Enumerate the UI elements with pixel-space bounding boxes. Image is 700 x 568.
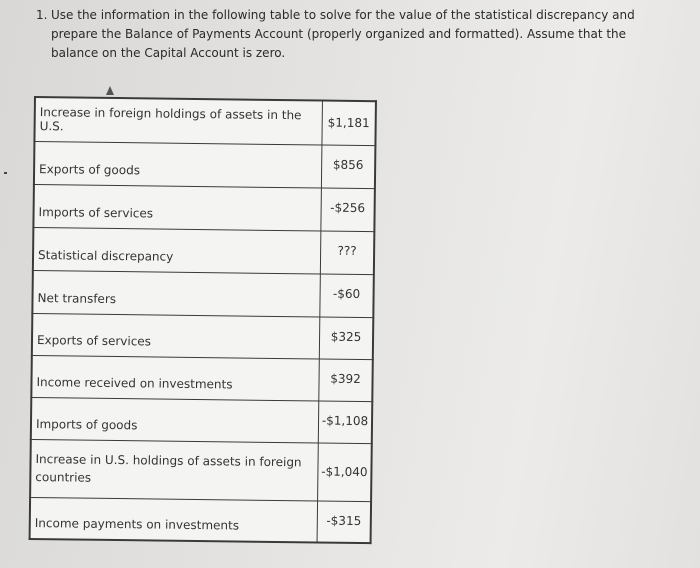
- row-value: -$60: [320, 274, 374, 318]
- speck-mark: [4, 172, 7, 174]
- row-label: Imports of services: [33, 184, 321, 231]
- table-row: [30, 497, 371, 543]
- table-row: [34, 141, 375, 188]
- table-row: [32, 313, 373, 359]
- table-row: [33, 227, 374, 274]
- question-number: 1.: [36, 8, 48, 22]
- question-prompt: [36, 6, 676, 63]
- table-row: [31, 397, 372, 443]
- row-label: Exports of services: [32, 313, 320, 359]
- data-table-container: [29, 96, 377, 544]
- row-label: Net transfers: [32, 270, 320, 317]
- row-value: $856: [321, 145, 375, 189]
- mouse-cursor-icon: [106, 86, 114, 95]
- row-value: -$1,040: [318, 442, 372, 501]
- row-value: -$315: [317, 500, 371, 543]
- table-row: [31, 355, 372, 401]
- row-value: -$1,108: [318, 401, 372, 444]
- row-label: Imports of goods: [31, 397, 319, 443]
- table-row: [32, 270, 373, 317]
- row-value: $1,181: [322, 101, 376, 146]
- row-label: Income received on investments: [31, 355, 319, 401]
- row-label: Increase in U.S. holdings of assets in foreign countries: [30, 439, 318, 501]
- table-row: [34, 97, 376, 145]
- row-label: Statistical discrepancy: [33, 227, 321, 274]
- row-label: Income payments on investments: [30, 497, 318, 543]
- question-text: Use the information in the following table to solve for the value of the statistical discrepancy and prepare the Balance of Payments Account (properly organized and formatted). Assume that the balance on the Capital Account is zero.: [51, 8, 635, 60]
- row-value: $325: [319, 317, 373, 360]
- row-value: -$256: [321, 188, 375, 232]
- row-value: ???: [320, 231, 374, 275]
- balance-of-payments-table: [29, 96, 377, 544]
- table-row: [30, 439, 372, 501]
- row-label: Exports of goods: [34, 141, 322, 188]
- row-value: $392: [319, 359, 373, 402]
- table-row: [33, 184, 374, 231]
- row-label: Increase in foreign holdings of assets in the U.S.: [34, 97, 322, 145]
